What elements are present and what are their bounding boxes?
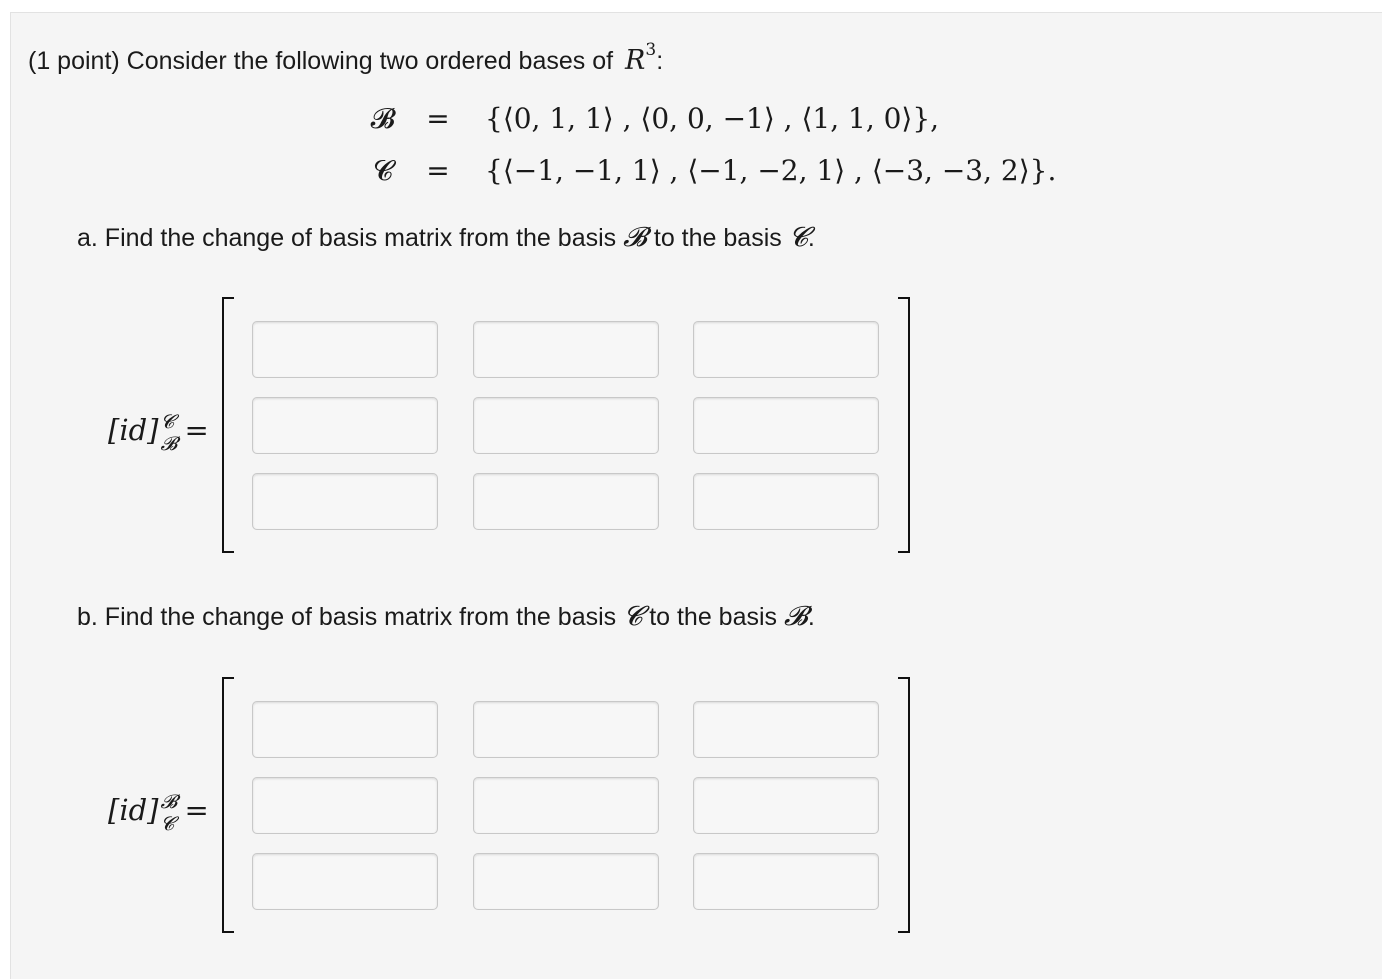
problem-suffix: : <box>656 47 664 75</box>
part-b-cell-r2c1[interactable] <box>252 777 438 834</box>
part-b-cell-r2c3[interactable] <box>693 777 879 834</box>
basis-b-definition <box>363 99 1063 139</box>
basis-c-symbol: 𝓒 <box>373 154 393 187</box>
part-b-cell-r1c3[interactable] <box>693 701 879 758</box>
problem-panel <box>10 12 1382 979</box>
part-a-cell-r3c3[interactable] <box>693 473 879 530</box>
part-a-cell-r2c2[interactable] <box>473 397 659 454</box>
part-b-question: b. Find the change of basis matrix from the basis 𝓒 to the basis 𝓑. <box>77 601 815 632</box>
part-a-cell-r1c2[interactable] <box>473 321 659 378</box>
part-a-left-bracket <box>222 297 234 553</box>
part-b-right-bracket <box>898 677 910 933</box>
part-a-cell-r1c1[interactable] <box>252 321 438 378</box>
part-a-cell-r1c3[interactable] <box>693 321 879 378</box>
part-b-cell-r1c1[interactable] <box>252 701 438 758</box>
part-b-left-bracket <box>222 677 234 933</box>
part-a-cell-r2c1[interactable] <box>252 397 438 454</box>
basis-b-symbol: 𝓑 <box>370 102 396 135</box>
basis-b-vectors: {⟨0, 1, 1⟩ , ⟨0, 0, −1⟩ , ⟨1, 1, 0⟩}, <box>485 102 940 135</box>
problem-prefix: (1 point) Consider the following two ordered bases of <box>28 47 614 75</box>
part-a-matrix-label: [id] 𝓒 𝓑 = <box>108 411 209 455</box>
part-a-right-bracket <box>898 297 910 553</box>
basis-c-vectors: {⟨−1, −1, 1⟩ , ⟨−1, −2, 1⟩ , ⟨−3, −3, 2⟩}. <box>485 154 1057 187</box>
part-b-cell-r3c3[interactable] <box>693 853 879 910</box>
vector-space-symbol: $R^3$ <box>625 40 657 76</box>
part-b-cell-r2c2[interactable] <box>473 777 659 834</box>
part-a-question: a. Find the change of basis matrix from the basis 𝓑 to the basis 𝓒. <box>77 222 815 253</box>
problem-statement <box>28 39 663 76</box>
part-b-cell-r3c2[interactable] <box>473 853 659 910</box>
equals-sign: = <box>426 154 450 187</box>
equals-sign: = <box>426 102 450 135</box>
part-b-cell-r3c1[interactable] <box>252 853 438 910</box>
basis-c-definition <box>363 151 1063 191</box>
part-a-cell-r3c2[interactable] <box>473 473 659 530</box>
part-a-cell-r3c1[interactable] <box>252 473 438 530</box>
part-a-cell-r2c3[interactable] <box>693 397 879 454</box>
part-b-cell-r1c2[interactable] <box>473 701 659 758</box>
part-b-matrix-label: [id] 𝓑 𝓒 = <box>108 791 209 835</box>
